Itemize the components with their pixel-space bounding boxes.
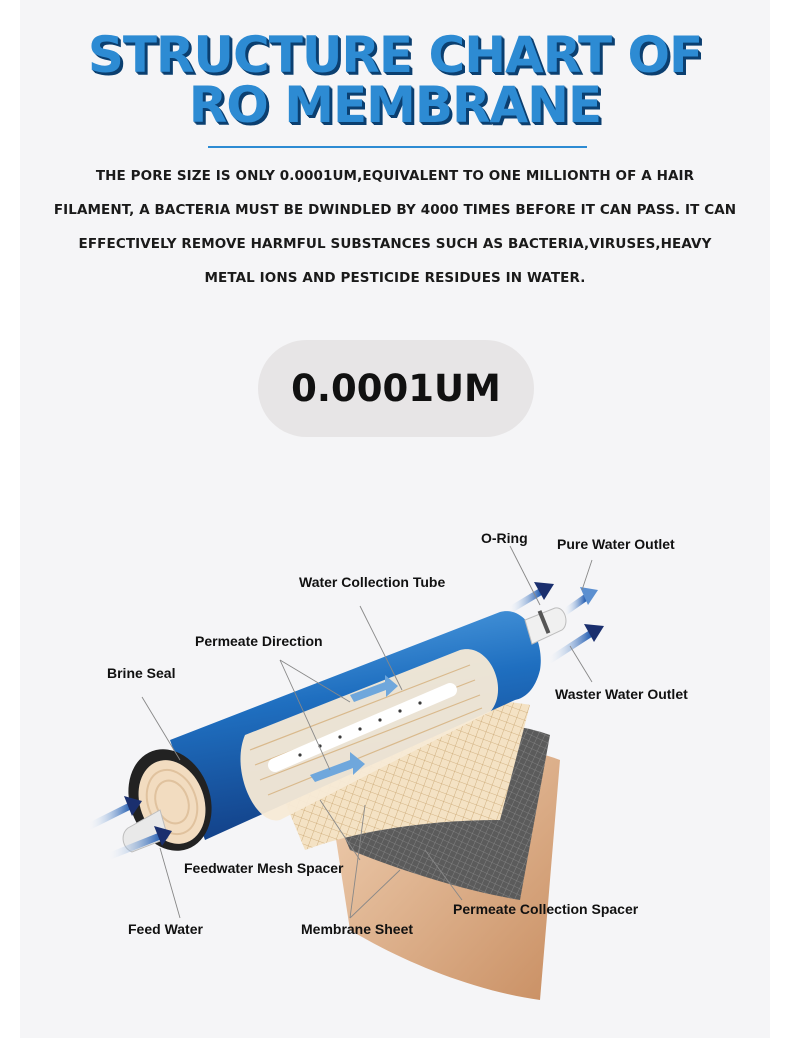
ro-membrane-diagram: [20, 0, 770, 1038]
label-brine-seal: Brine Seal: [107, 665, 176, 681]
description-line-3: EFFECTIVELY REMOVE HARMFUL SUBSTANCES SUCH AS BACTERIA,VIRUSES,HEAVY: [78, 236, 712, 252]
label-water-collection-tube: Water Collection Tube: [299, 574, 446, 590]
description-line-4: METAL IONS AND PESTICIDE RESIDUES IN WATER.: [204, 270, 586, 286]
label-membrane-sheet: Membrane Sheet: [301, 921, 414, 937]
page-title-line-1: STRUCTURE CHART OF: [87, 26, 703, 84]
label-pure-water-outlet: Pure Water Outlet: [557, 536, 675, 552]
description-line-2: FILAMENT, A BACTERIA MUST BE DWINDLED BY 4000 TIMES BEFORE IT CAN PASS. IT CAN: [53, 202, 737, 218]
description-line-1: THE PORE SIZE IS ONLY 0.0001UM,EQUIVALENT TO ONE MILLIONTH OF A HAIR: [95, 168, 695, 184]
pore-size-value: 0.0001UM: [291, 367, 501, 410]
page-title-line-2: RO MEMBRANE: [188, 76, 602, 134]
label-feedwater-mesh-spacer: Feedwater Mesh Spacer: [184, 860, 344, 876]
label-permeate-direction: Permeate Direction: [195, 633, 323, 649]
label-o-ring: O-Ring: [481, 530, 528, 546]
label-permeate-collection-spacer: Permeate Collection Spacer: [453, 901, 639, 917]
content-card: [20, 0, 770, 1038]
label-feed-water: Feed Water: [128, 921, 203, 937]
label-waster-water-outlet: Waster Water Outlet: [555, 686, 688, 702]
